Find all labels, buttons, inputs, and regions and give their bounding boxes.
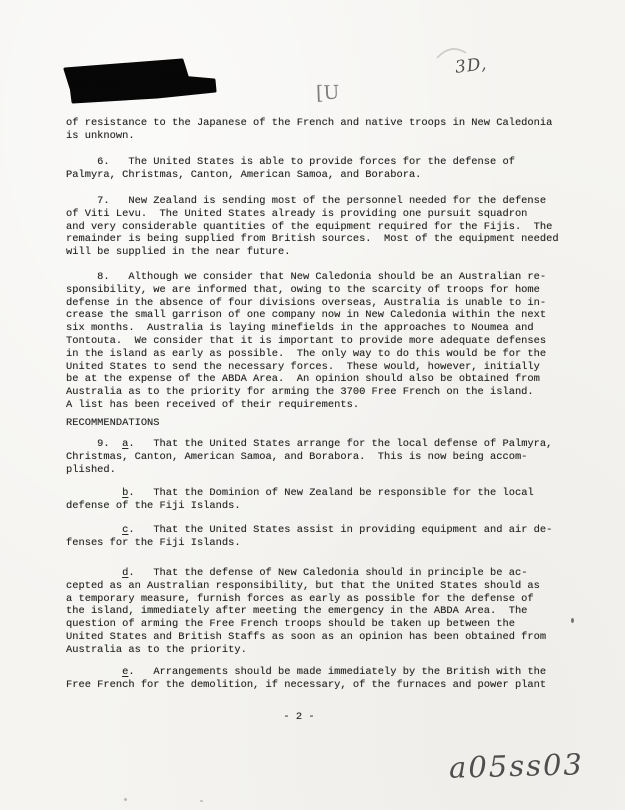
scan-speck (124, 798, 127, 801)
text-line: in the island as early as possible. The only way to do this would be for the (66, 347, 547, 360)
text-line: Palmyra, Christmas, Canton, American Samoa, and Borabora. (66, 168, 422, 181)
continuation-paragraph (66, 117, 552, 143)
text-line: six months. Australia is laying minefields in the approaches to Noumea and (66, 322, 534, 335)
text-line: defense in the absence of four divisions overseas, Australia is unable to in- (66, 296, 547, 309)
paragraph-8 (66, 271, 546, 412)
text-line: fenses for the Fiji Islands. (66, 536, 241, 549)
text-line: Australia as to the priority for arming the 3700 Free French on the island. (66, 386, 534, 399)
paragraph-6 (66, 156, 515, 182)
recommendation-9c (66, 524, 552, 550)
text-line: 8. Although we consider that New Caledonia should be an Australian re- (66, 271, 547, 283)
recommendations-heading: RECOMMENDATIONS (66, 417, 160, 429)
recommendation-9b (66, 487, 534, 513)
text-line: A list has been received of their requirements. (66, 398, 360, 411)
text-line: remainder is being supplied from British sources. Most of the equipment needed (66, 233, 559, 246)
text-line: of Viti Levu. The United States already is providing one pursuit squadron (66, 207, 528, 220)
text-line: d. That the defense of New Caledonia should in principle be ac- (122, 567, 528, 579)
recommendation-9d (66, 567, 546, 657)
text-line: be at the expense of the ABDA Area. An opinion should also be obtained from (66, 373, 540, 386)
text-line: 6. The United States is able to provide forces for the defense of (66, 156, 515, 168)
text-line: 9. a. That the United States arrange for the local defense of Palmyra, (66, 438, 553, 450)
scan-speck (200, 800, 203, 802)
text-line: Australia as to the priority. (66, 643, 247, 656)
text-line: cepted as an Australian responsibility, but that the United States should as (66, 579, 540, 592)
text-line: is unknown. (66, 129, 135, 142)
text-line: defense of the Fiji Islands. (66, 499, 241, 512)
handwritten-code: a05ss03 (448, 747, 585, 785)
text-line: e. Arrangements should be made immediately by the British with the (122, 666, 547, 678)
text-line: c. That the United States assist in providing equipment and air de- (122, 524, 553, 536)
text-line: United States and British Staffs as soon as an opinion has been obtained from (66, 630, 547, 643)
text-line: Free French for the demolition, if necessary, of the furnaces and power plant (66, 678, 547, 691)
text-line: will be supplied in the near future. (66, 246, 291, 259)
scan-speck (571, 618, 574, 623)
recommendation-9e (66, 666, 546, 692)
text-line: plished. (66, 463, 116, 476)
text-line: and very considerable quantities of the equipment required for the Fijis. The (66, 220, 553, 233)
text-line: Tontouta. We consider that it is important to provide more adequate defenses (66, 334, 547, 347)
text-line: sponsibility, we are informed that, owing to the scarcity of troops for home (66, 283, 540, 296)
redaction-mark (62, 58, 220, 104)
text-line: a temporary measure, furnish forces as early as possible for the defense of (66, 592, 534, 605)
text-line: crease the small garrison of one company now in New Caledonia within the next (66, 309, 547, 322)
text-line: 7. New Zealand is sending most of the personnel needed for the defense (66, 195, 547, 207)
text-line: United States to send the necessary forces. These would, however, initially (66, 360, 540, 373)
stamp-bracket-u: [U (315, 81, 340, 105)
recommendation-9a (66, 438, 552, 476)
text-line: b. That the Dominion of New Zealand be responsible for the local (122, 487, 534, 499)
text-line: question of arming the Free French troops should be taken up between the (66, 618, 515, 631)
text-line: of resistance to the Japanese of the French and native troops in New Caledonia (66, 117, 553, 129)
paragraph-7 (66, 195, 559, 259)
text-line: the island, immediately after meeting the emergency in the ABDA Area. The (66, 605, 528, 618)
text-line: Christmas, Canton, American Samoa, and Borabora. This is now being accom- (66, 450, 528, 463)
stamp-top-right: 3D, (453, 54, 489, 78)
page-number: - 2 - (283, 711, 315, 723)
